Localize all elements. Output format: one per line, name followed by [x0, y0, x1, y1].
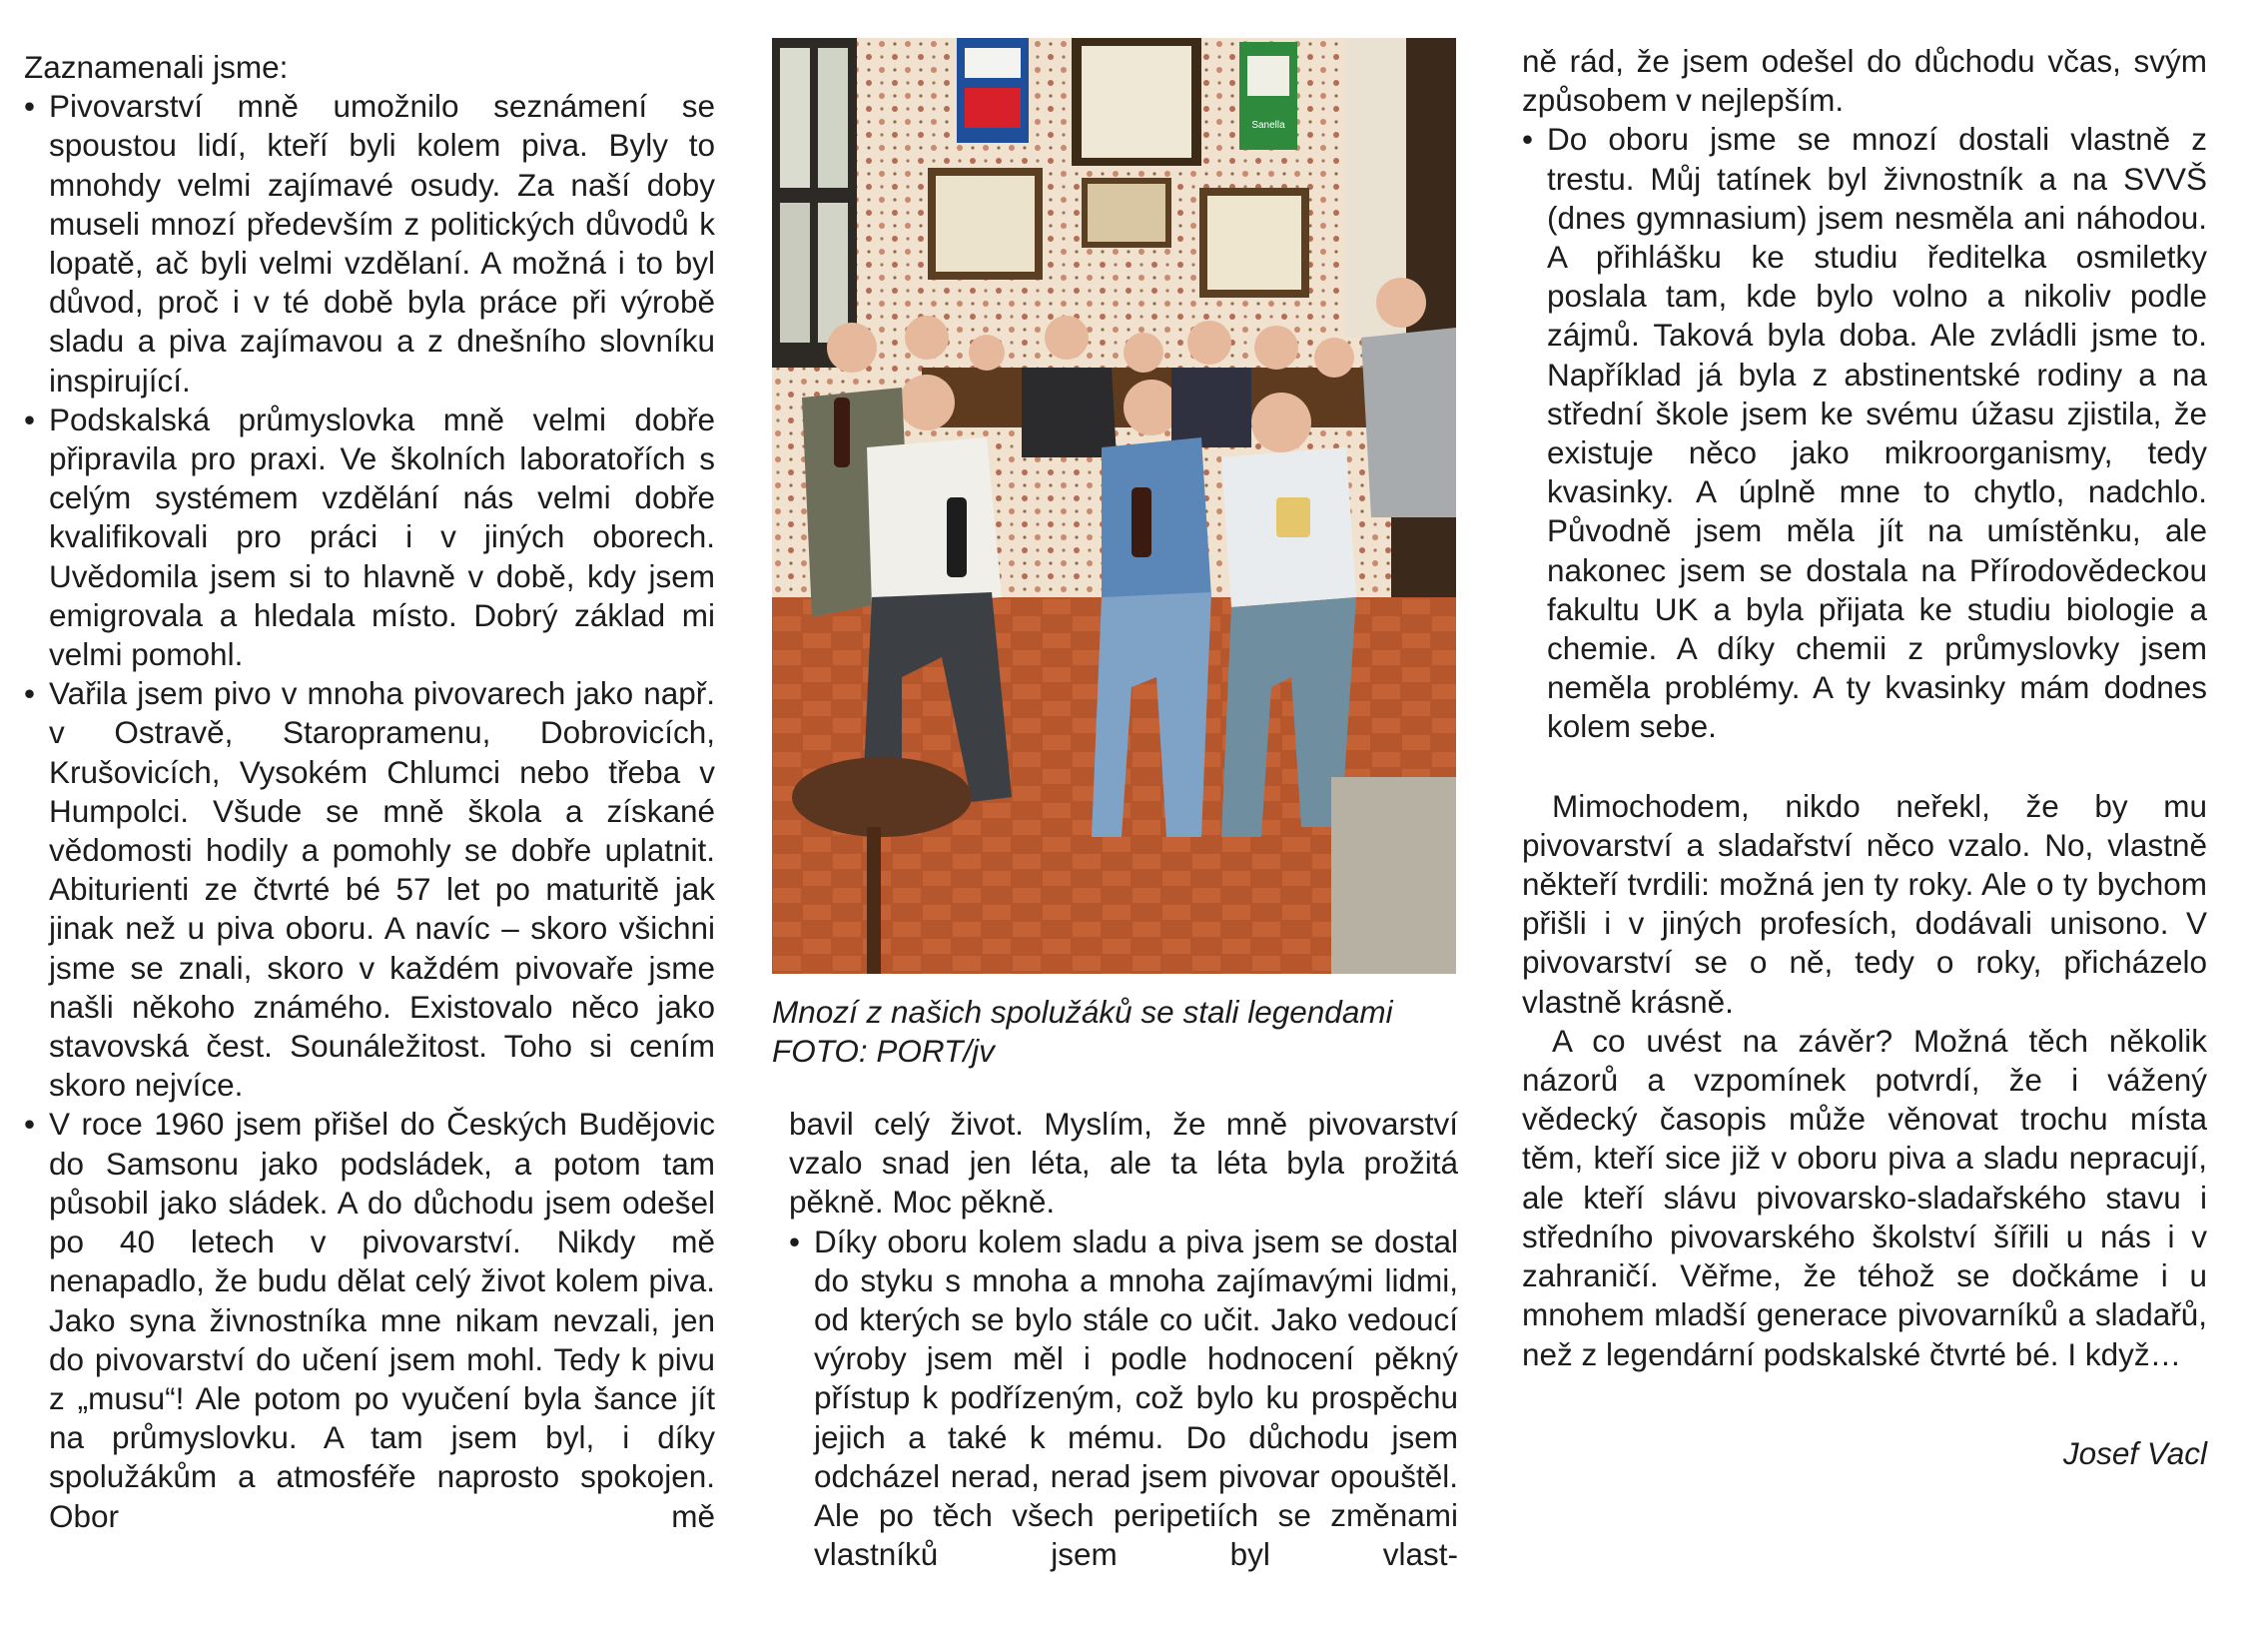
article-column-middle — [789, 1105, 1458, 1574]
article-column-left — [24, 48, 715, 1536]
intro-line: Zaznamenali jsme: — [24, 49, 289, 85]
list-item: • Pivovarství mně umožnilo seznámení se spoustou lidí, kteří byli kolem piva. Byly to mnohdy velmi zajímavé osudy. Za naší doby museli mnozí především z politických důvodů k lopatě, ač byli velmi vzdělaní. A možná i to byl důvod, proč i v té době byla práce při výrobě sladu a piva zajímavou a z dnešního slovníku inspirující. — [24, 87, 715, 401]
poster-label: Sanella — [1251, 120, 1285, 131]
list-item: • Do oboru jsme se mnozí dostali vlastně z trestu. Můj tatínek byl živnostník a na SVVŠ (dnes gymnasium) jsem nesměla ani náhodou. A přihlášku ke studiu ředitelka osmiletky poslala tam, kde bylo volno a nikoliv podle zájmů. Taková byla doba. Ale zvládli jsme to. Například já byla z abstinentské rodiny a na střední škole jsem ke svému úžasu zjistila, že existuje něco jako mikroorganismy, tedy kvasinky. A úplně mne to chytlo, nadchlo. Původně jsem měla jít na umístěnku, ale nakonec jsem se dostala na Přírodovědeckou fakultu UK a byla přijata ke studiu biologie a chemie. A díky chemii z průmyslovky jsem neměla problémy. A ty kvasinky mám dodnes kolem sebe. — [1522, 120, 2207, 746]
recollections-list-right — [1522, 120, 2207, 746]
spacer — [1522, 747, 2207, 787]
paragraph: A co uvést na závěr? Možná těch několik názorů a vzpomínek potvrdí, že i vážený vědecký časopis může věnovat trochu místa těm, kteří sice již v oboru piva a sladu nepracují, ale kteří slávu pivovarsko-sladařského stavu i středního pivovarského školství šířili u nás i v zahraničí. Věřme, že téhož se dočkáme i u mnohem mladší generace pivovarníků a sladařů, než z legendární podskalské čtvrté bé. I když… — [1522, 1022, 2207, 1372]
photo-illustration — [772, 38, 1456, 974]
list-item: • V roce 1960 jsem přišel do Českých Budějovic do Samsonu jako podsládek, a potom tam působil jako sládek. A do důchodu jsem odešel po 40 letech v pivovarství. Nikdy mě nenapadlo, že budu dělat celý život kolem piva. Jako syna živnostníka mne nikam nevzali, jen do pivovarství do učení jsem mohl. Tedy k pivu z „musu“! Ale potom po vyučení byla šance jít na průmyslovku. A tam jsem byl, i díky spolužákům a atmosféře naprosto spokojen. Obor mě — [24, 1105, 715, 1535]
class-reunion-photo — [772, 38, 1456, 974]
caption-text: Mnozí z našich spolužáků se stali legendami — [772, 994, 1393, 1030]
list-item: • Díky oboru kolem sladu a piva jsem se dostal do styku s mnoha a mnoha zajímavými lidmi, od kterých se bylo stále co učit. Jako vedoucí výroby jsem měl i podle hodnocení pěkný přístup k podřízeným, což bylo ku prospěchu jejich a také k mému. Do důchodu jsem odcházel nerad, nerad jsem pivovar opouštěl. Ale po těch všech peripetiích se změnami vlastníků jsem byl vlast- — [789, 1223, 1458, 1575]
paragraph: ně rád, že jsem odešel do důchodu včas, svým způsobem v nejlepším. — [1522, 43, 2207, 119]
article-column-right — [1522, 42, 2207, 1473]
recollections-list-continued — [789, 1223, 1458, 1575]
author-signature: Josef Vacl — [2062, 1434, 2207, 1471]
photo-caption — [772, 993, 1471, 1071]
recollections-list — [24, 87, 715, 1536]
paragraph: Mimochodem, nikdo neřekl, že by mu pivovarství a sladařství něco vzalo. No, vlastně někteří tvrdili: možná jen ty roky. Ale o ty bychom přišli i v jiných profesích, dodávali unisono. V pivovarství se o ně, tedy o roky, přicházelo vlastně krásně. — [1522, 787, 2207, 1020]
paragraph: bavil celý život. Myslím, že mně pivovarství vzalo snad jen léta, ale ta léta byla prožitá pěkně. Moc pěkně. — [789, 1106, 1458, 1221]
list-item: • Podskalská průmyslovka mně velmi dobře připravila pro praxi. Ve školních laboratořích s celým systémem vzdělání nás velmi dobře kvalifikovali pro práci i v jiných oborech. Uvědomila jsem si to hlavně v době, kdy jsem emigrovala a hledala místo. Dobrý základ mi velmi pomohl. — [24, 401, 715, 674]
photo-credit: FOTO: PORT/jv — [772, 1033, 995, 1069]
list-item: • Vařila jsem pivo v mnoha pivovarech jako např. v Ostravě, Staropramenu, Dobrovicích, Krušovicích, Vysokém Chlumci nebo třeba v Humpolci. Všude se mně škola a získané vědomosti hodily a pomohly se dobře uplatnit. Abiturienti ze čtvrté bé 57 let po maturitě jak jinak než u piva oboru. A navíc – skoro všichni jsme se znali, skoro v každém pivovaře jsme našli někoho známého. Existovalo něco jako stavovská čest. Sounáležitost. Toho si cením skoro nejvíce. — [24, 674, 715, 1105]
